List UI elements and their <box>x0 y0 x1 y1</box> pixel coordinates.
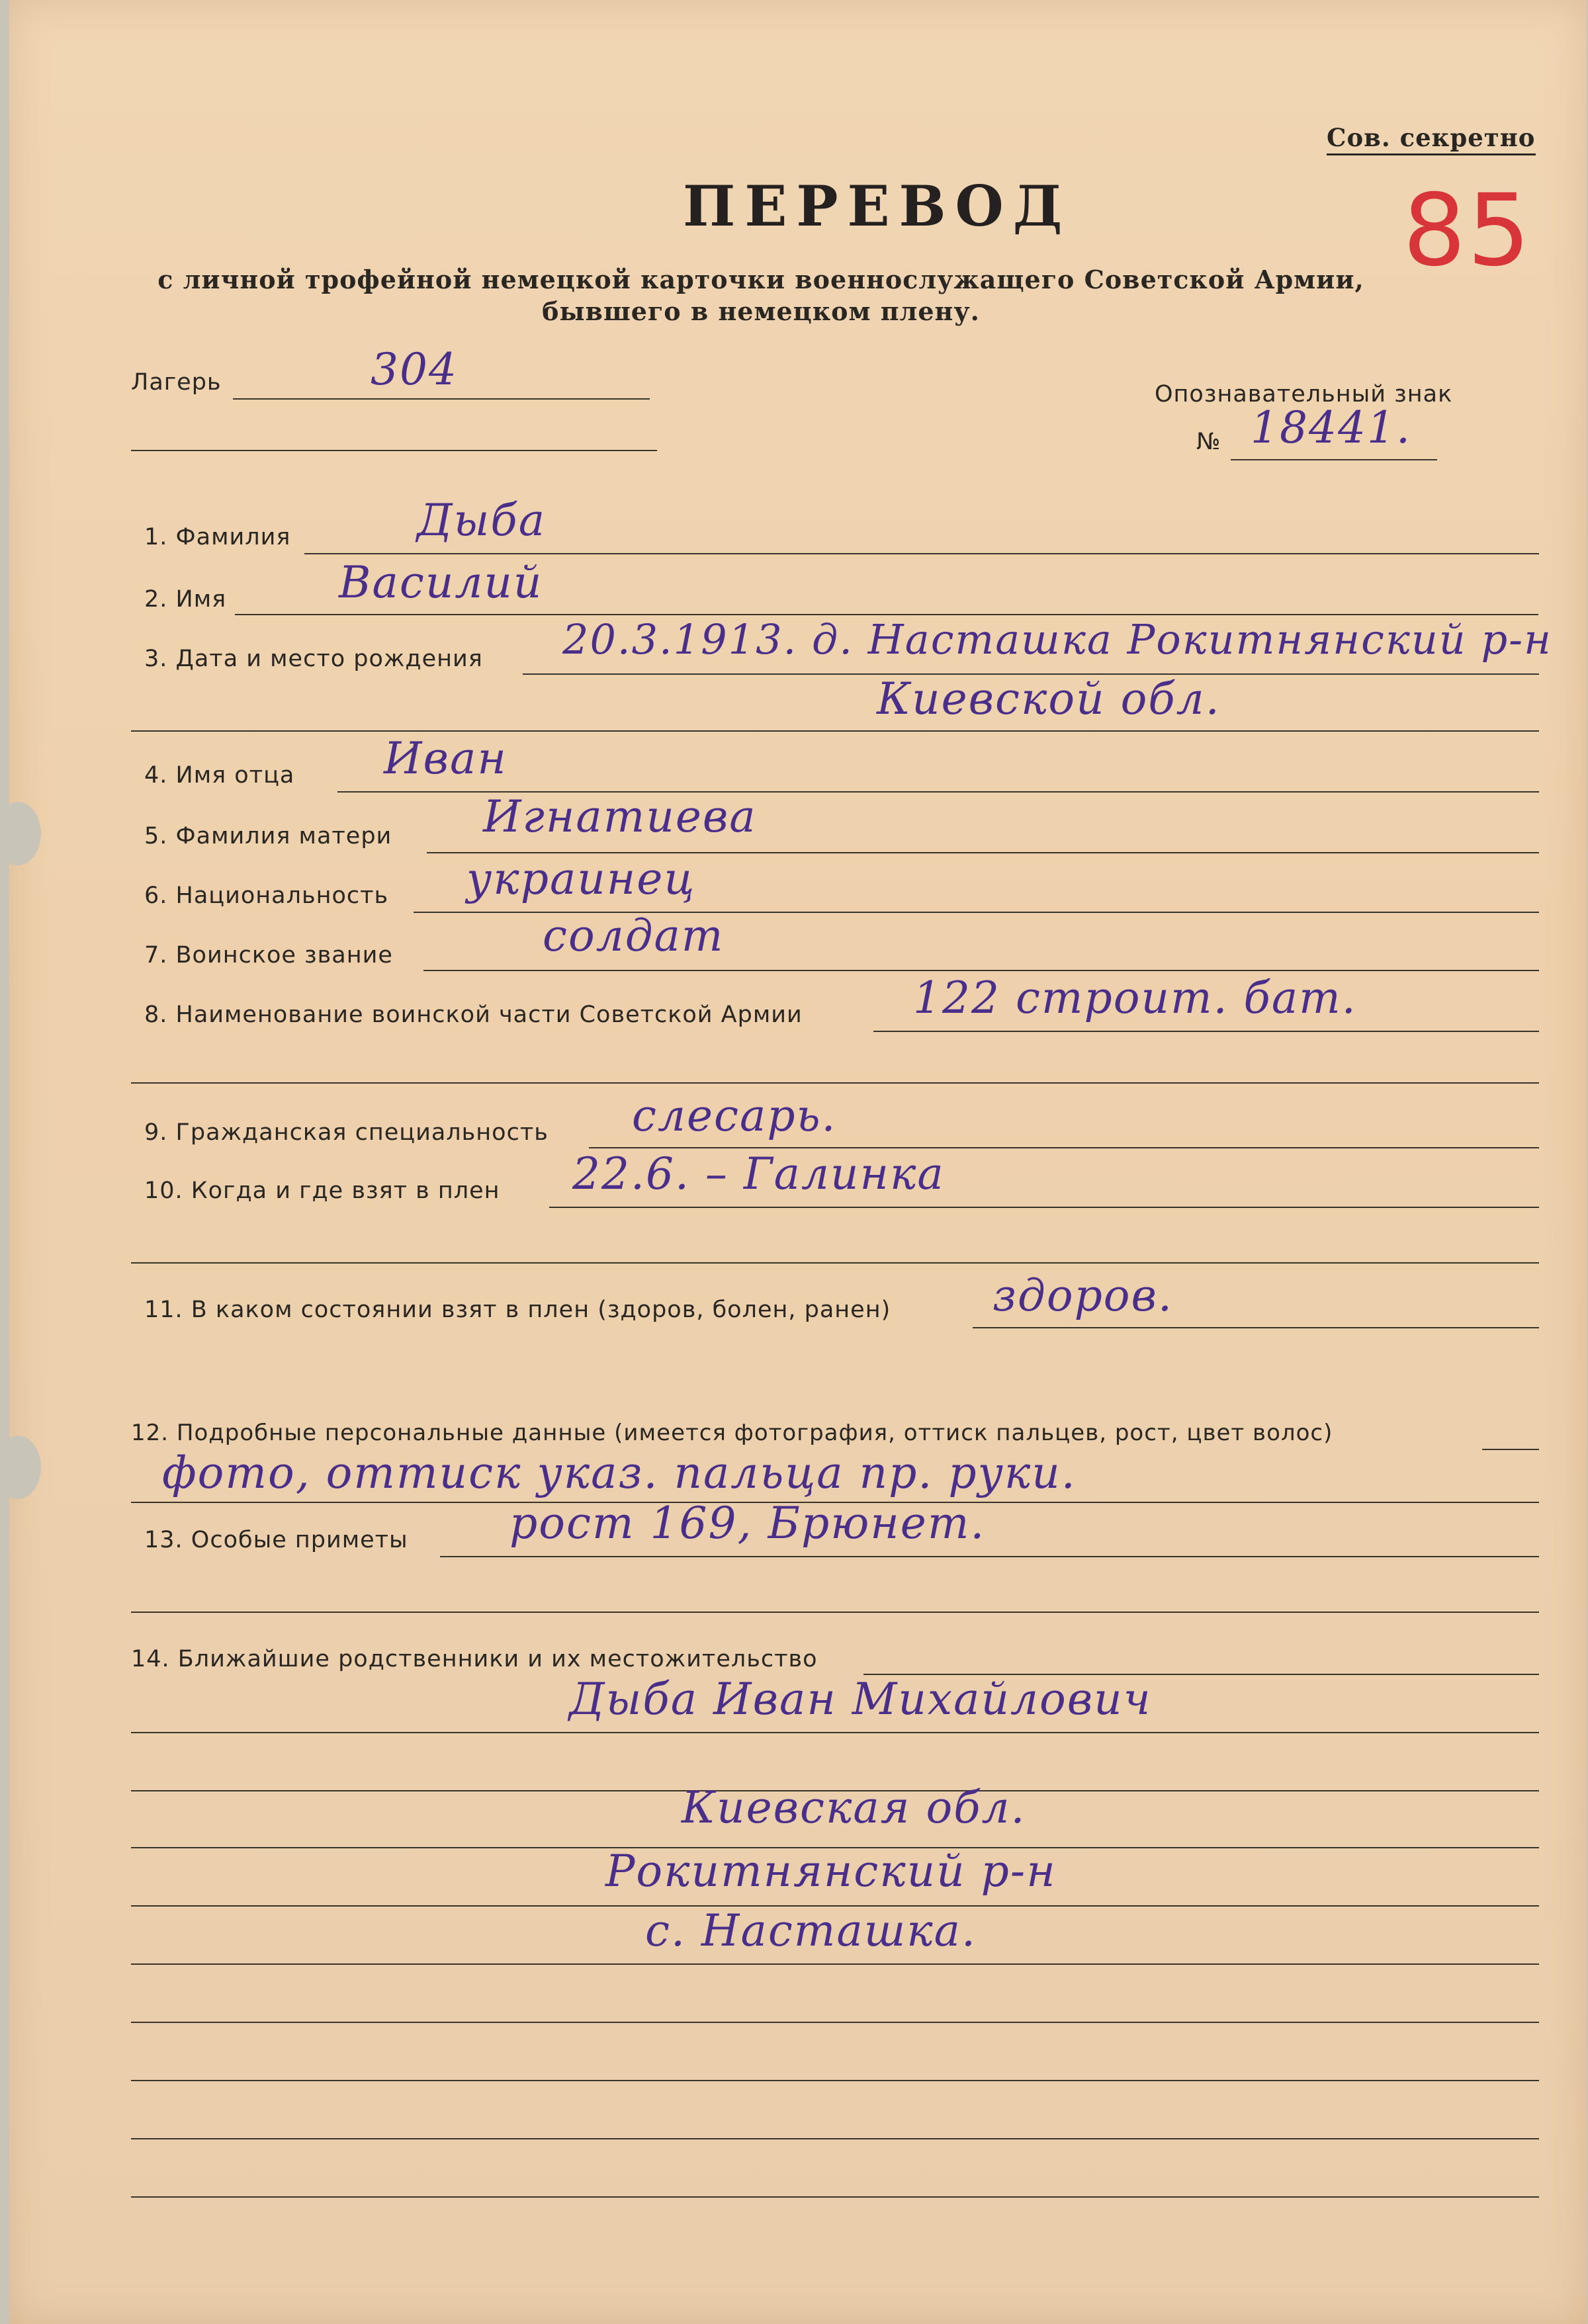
classification-stamp: Сов. секретно <box>1327 123 1536 155</box>
id-mark-number-sign: № <box>1196 429 1221 455</box>
field-3-value-line-2: Киевской обл. <box>877 673 1221 724</box>
field-5-label: 5. Фамилия матери <box>144 823 392 849</box>
field-4-value: Иван <box>384 733 507 784</box>
field-7-value: солдат <box>543 910 725 961</box>
page-number-mark: 85 <box>1403 173 1532 288</box>
field-13-value: рост 169, Брюнет. <box>509 1498 986 1549</box>
field-5-value: Игнатиева <box>483 791 757 842</box>
field-13-label: 13. Особые приметы <box>144 1527 408 1553</box>
field-11-label: 11. В каком состоянии взят в плен (здоров, болен, ранен) <box>144 1297 891 1323</box>
field-7-label: 7. Воинское звание <box>144 942 393 968</box>
field-3-label: 3. Дата и место рождения <box>144 646 483 672</box>
field-9-value: слесарь. <box>632 1090 837 1141</box>
field-8-value: 122 строит. бат. <box>913 972 1357 1023</box>
field-6-value: украинец <box>466 853 696 904</box>
torn-notch <box>0 1436 41 1499</box>
camp-value: 304 <box>371 344 458 395</box>
field-1-value: Дыба <box>417 495 547 546</box>
field-1-label: 1. Фамилия <box>144 524 291 550</box>
field-8-label: 8. Наименование воинской части Советской Армии <box>144 1002 803 1028</box>
field-2-value: Василий <box>339 557 543 608</box>
camp-label: Лагерь <box>131 369 222 396</box>
field-10-label: 10. Когда и где взят в плен <box>144 1178 500 1204</box>
field-3-value: 20.3.1913. д. Насташка Рокитнянский р-н <box>562 615 1552 664</box>
field-4-label: 4. Имя отца <box>144 762 295 789</box>
torn-notch <box>0 802 41 865</box>
subtitle-line-2: бывшего в немецком плену. <box>542 296 980 326</box>
field-14-address-line-1: Киевская обл. <box>682 1782 1026 1833</box>
field-11-value: здоров. <box>992 1270 1173 1321</box>
subtitle-line-1: с личной трофейной немецкой карточки военнослужащего Советской Армии, <box>157 265 1364 294</box>
field-12-label: 12. Подробные персональные данные (имеется фотография, оттиск пальцев, рост, цвет волос) <box>131 1420 1333 1446</box>
field-2-label: 2. Имя <box>144 586 227 613</box>
field-14-label: 14. Ближайшие родственники и их местожительство <box>131 1646 818 1672</box>
field-14-relative-name: Дыба Иван Михайлович <box>569 1674 1152 1725</box>
id-mark-label: Опознавательный знак <box>1155 381 1453 408</box>
field-14-address-line-3: с. Насташка. <box>645 1905 977 1956</box>
field-12-value: фото, оттиск указ. пальца пр. руки. <box>162 1447 1077 1498</box>
id-mark-value: 18441. <box>1251 402 1411 453</box>
document-title: ПЕРЕВОД <box>683 173 1072 239</box>
field-9-label: 9. Гражданская специальность <box>144 1119 549 1146</box>
field-6-label: 6. Национальность <box>144 882 389 909</box>
field-10-value: 22.6. – Галинка <box>572 1148 945 1199</box>
field-14-address-line-2: Рокитнянский р-н <box>605 1846 1057 1897</box>
